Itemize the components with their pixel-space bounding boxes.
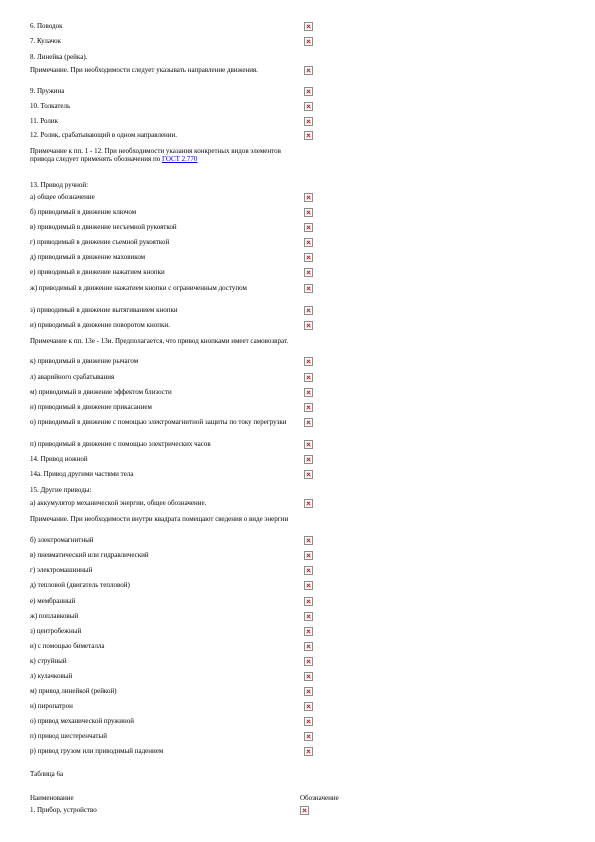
broken-image-icon bbox=[304, 284, 313, 293]
list-item bbox=[30, 657, 320, 665]
list-item bbox=[30, 66, 320, 74]
item-text: Примечание к пп. 13е - 13и. Предполагается, что привод кнопками имеет самовозврат. bbox=[30, 337, 289, 345]
item-text: г) приводимый в движение съемной рукояткой bbox=[30, 238, 170, 246]
list-item bbox=[30, 566, 320, 574]
list-item bbox=[30, 193, 320, 201]
list-item bbox=[30, 612, 320, 620]
item-text: 13. Привод ручной: bbox=[30, 181, 89, 189]
item-text: в) пневматический или гидравлический bbox=[30, 551, 149, 559]
item-text: в) приводимый в движение несъемной рукояткой bbox=[30, 223, 177, 231]
list-item bbox=[30, 499, 320, 507]
item-text: н) приводимый в движение прикасанием bbox=[30, 403, 152, 411]
broken-image-icon bbox=[304, 193, 313, 202]
list-item bbox=[30, 321, 320, 329]
broken-image-icon bbox=[304, 208, 313, 217]
list-item bbox=[30, 147, 320, 163]
broken-image-icon bbox=[304, 470, 313, 479]
item-text: м) привод линейкой (рейкой) bbox=[30, 687, 117, 695]
list-item bbox=[30, 470, 320, 478]
item-text: Примечание. При необходимости внутри квадрата помещают сведения о виде энергии bbox=[30, 515, 289, 523]
broken-image-icon bbox=[304, 717, 313, 726]
broken-image-icon bbox=[304, 657, 313, 666]
list-item bbox=[30, 687, 320, 695]
item-text: ж) приводимый в движение нажатием кнопки с ограниченным доступом bbox=[30, 284, 247, 292]
broken-image-icon bbox=[304, 321, 313, 330]
table-caption: Таблица 6а bbox=[30, 770, 64, 778]
item-text: м) приводимый в движение эффектом близости bbox=[30, 388, 172, 396]
item-text: г) электромашинный bbox=[30, 566, 93, 574]
list-item bbox=[30, 627, 320, 635]
broken-image-icon bbox=[304, 22, 313, 31]
list-item bbox=[30, 717, 320, 725]
item-text: 12. Ролик, срабатывающий в одном направлении. bbox=[30, 131, 178, 139]
broken-image-icon bbox=[304, 566, 313, 575]
item-text: Примечание. При необходимости следует указывать направление движения. bbox=[30, 66, 258, 74]
broken-image-icon bbox=[304, 672, 313, 681]
item-text: п) приводимый в движение с помощью электрических часов bbox=[30, 440, 211, 448]
item-text: и) с помощью биметалла bbox=[30, 642, 105, 650]
list-item bbox=[30, 87, 320, 95]
broken-image-icon bbox=[304, 223, 313, 232]
item-text: 9. Пружина bbox=[30, 87, 65, 95]
list-item bbox=[30, 131, 320, 139]
broken-image-icon bbox=[304, 455, 313, 464]
list-item bbox=[30, 536, 320, 544]
item-text: к) приводимый в движение рычагом bbox=[30, 357, 139, 365]
item-text: о) привод механической пружиной bbox=[30, 717, 134, 725]
item-text: 6. Поводок bbox=[30, 22, 63, 30]
list-item bbox=[30, 284, 320, 292]
list-item bbox=[30, 440, 320, 448]
item-text: о) приводимый в движение с помощью электромагнитной защиты по току перегрузки bbox=[30, 418, 287, 426]
broken-image-icon bbox=[300, 806, 309, 815]
list-item bbox=[30, 455, 320, 463]
list-item bbox=[30, 208, 320, 216]
item-text: д) тепловой (двигатель тепловой) bbox=[30, 581, 130, 589]
list-item bbox=[30, 102, 320, 110]
table-header-designation: Обозначение bbox=[300, 794, 339, 802]
list-item bbox=[30, 672, 320, 680]
list-item bbox=[30, 747, 320, 755]
item-text: п) привод шестеренчатый bbox=[30, 732, 107, 740]
list-item bbox=[30, 486, 320, 494]
item-text: з) приводимый в движение вытягиванием кнопки bbox=[30, 306, 178, 314]
item-text: 8. Линейка (рейка). bbox=[30, 53, 88, 61]
broken-image-icon bbox=[304, 687, 313, 696]
list-item bbox=[30, 581, 320, 589]
broken-image-icon bbox=[304, 238, 313, 247]
broken-image-icon bbox=[304, 357, 313, 366]
broken-image-icon bbox=[304, 37, 313, 46]
item-text: 14. Привод ножной bbox=[30, 455, 88, 463]
broken-image-icon bbox=[304, 87, 313, 96]
list-item bbox=[30, 117, 320, 125]
item-text: а) общее обозначение bbox=[30, 193, 95, 201]
list-item bbox=[30, 337, 320, 345]
broken-image-icon bbox=[304, 627, 313, 636]
item-text: 15. Другие приводы: bbox=[30, 486, 92, 494]
item-text: Примечание к пп. 1 - 12. При необходимости указания конкретных видов элементов привода следует применять обозначения по ГОСТ 2.770 bbox=[30, 147, 281, 163]
item-text: ж) поплавковый bbox=[30, 612, 79, 620]
broken-image-icon bbox=[304, 403, 313, 412]
list-item bbox=[30, 253, 320, 261]
broken-image-icon bbox=[304, 306, 313, 315]
item-text: к) струйный bbox=[30, 657, 67, 665]
broken-image-icon bbox=[304, 612, 313, 621]
list-item bbox=[30, 551, 320, 559]
broken-image-icon bbox=[304, 732, 313, 741]
item-text: 10. Толкатель bbox=[30, 102, 71, 110]
item-text: р) привод грузом или приводимый падением bbox=[30, 747, 164, 755]
item-text: е) приводимый в движение нажатием кнопки bbox=[30, 268, 165, 276]
list-item bbox=[30, 702, 320, 710]
broken-image-icon bbox=[304, 373, 313, 382]
list-item bbox=[30, 388, 320, 396]
list-item bbox=[30, 515, 320, 523]
item-text: л) аварийного срабатывания bbox=[30, 373, 115, 381]
list-item bbox=[30, 306, 320, 314]
broken-image-icon bbox=[304, 66, 313, 75]
list-item bbox=[30, 181, 320, 189]
broken-image-icon bbox=[304, 268, 313, 277]
item-text: а) аккумулятор механической энергии, общее обозначение. bbox=[30, 499, 207, 507]
list-item bbox=[30, 22, 320, 30]
list-item bbox=[30, 403, 320, 411]
item-text: и) приводимый в движение поворотом кнопки. bbox=[30, 321, 170, 329]
item-text: 14а. Привод другими частями тела bbox=[30, 470, 134, 478]
table-row-name: 1. Прибор, устройство bbox=[30, 806, 97, 814]
item-text: н) пиропатрон bbox=[30, 702, 73, 710]
broken-image-icon bbox=[304, 102, 313, 111]
list-item bbox=[30, 732, 320, 740]
broken-image-icon bbox=[304, 388, 313, 397]
list-item bbox=[30, 238, 320, 246]
list-item bbox=[30, 597, 320, 605]
item-text: б) электромагнитный bbox=[30, 536, 94, 544]
broken-image-icon bbox=[304, 131, 313, 140]
table-header-name: Наименование bbox=[30, 794, 74, 802]
list-item bbox=[30, 642, 320, 650]
broken-image-icon bbox=[304, 551, 313, 560]
broken-image-icon bbox=[304, 597, 313, 606]
list-item bbox=[30, 223, 320, 231]
broken-image-icon bbox=[304, 499, 313, 508]
item-text: е) мембранный bbox=[30, 597, 76, 605]
list-item bbox=[30, 357, 320, 365]
list-item bbox=[30, 53, 320, 61]
broken-image-icon bbox=[304, 536, 313, 545]
broken-image-icon bbox=[304, 581, 313, 590]
item-text: б) приводимый в движение ключом bbox=[30, 208, 137, 216]
broken-image-icon bbox=[304, 747, 313, 756]
broken-image-icon bbox=[304, 702, 313, 711]
list-item bbox=[30, 373, 320, 381]
list-item bbox=[30, 37, 320, 45]
gost-link[interactable]: ГОСТ 2.770 bbox=[161, 155, 198, 163]
item-text: д) приводимый в движение маховиком bbox=[30, 253, 146, 261]
item-text: л) кулачковый bbox=[30, 672, 73, 680]
broken-image-icon bbox=[304, 418, 313, 427]
broken-image-icon bbox=[304, 642, 313, 651]
list-item bbox=[30, 268, 320, 276]
item-text: 7. Кулачок bbox=[30, 37, 62, 45]
broken-image-icon bbox=[304, 117, 313, 126]
item-text: 11. Ролик bbox=[30, 117, 59, 125]
item-text: з) центробежный bbox=[30, 627, 82, 635]
list-item bbox=[30, 418, 320, 426]
broken-image-icon bbox=[304, 440, 313, 449]
broken-image-icon bbox=[304, 253, 313, 262]
